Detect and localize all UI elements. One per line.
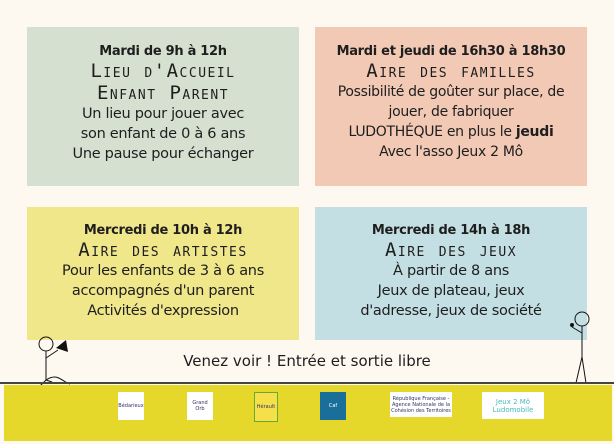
logo-anct: République Française - Agence Nationale de la Cohésion des Territoires <box>390 392 452 417</box>
box-lieu-accueil <box>27 27 299 186</box>
line: Activités d'expression <box>87 303 239 319</box>
schedule: Mercredi de 10h à 12h <box>83 223 243 238</box>
title: Enfant Parent <box>96 82 230 104</box>
line: d'adresse, jeux de société <box>360 303 542 319</box>
ground-line <box>0 382 614 384</box>
line: À partir de 8 ans <box>393 263 509 279</box>
line: Pour les enfants de 3 à 6 ans <box>62 263 264 279</box>
tagline: Venez voir ! Entrée et sortie libre <box>183 352 431 370</box>
schedule: Mardi de 9h à 12h <box>99 44 227 59</box>
title: Aire des jeux <box>384 239 518 261</box>
logo-grand-orb: Grand Orb <box>187 392 213 420</box>
logo-jeux2mo: Jeux 2 Mô Ludomobile <box>482 392 544 419</box>
line: Jeux de plateau, jeux <box>377 283 525 299</box>
line: son enfant de 0 à 6 ans <box>80 126 246 142</box>
ludo-day: jeudi <box>515 124 554 140</box>
line <box>315 122 587 142</box>
box-aire-familles <box>315 27 587 186</box>
line: Possibilité de goûter sur place, de <box>337 84 565 100</box>
stick-figure-microphone-icon <box>560 305 600 385</box>
title: Aire des familles <box>366 60 536 82</box>
logo-caf: Caf <box>320 392 346 420</box>
line: accompagnés d'un parent <box>71 283 255 299</box>
title: Aire des artistes <box>78 239 248 261</box>
line: Avec l'asso Jeux 2 Mô <box>379 144 523 160</box>
ludo-text: LUDOTHÉQUE en plus le <box>348 124 516 140</box>
schedule: Mardi et jeudi de 16h30 à 18h30 <box>336 44 566 59</box>
line: Un lieu pour jouer avec <box>81 106 245 122</box>
box-aire-jeux <box>315 207 587 340</box>
title: Lieu d'Accueil <box>90 60 236 82</box>
box-aire-artistes <box>27 207 299 340</box>
logo-herault: Hérault <box>254 392 278 422</box>
schedule: Mercredi de 14h à 18h <box>371 223 531 238</box>
logo-bedarieux: Bédarieux <box>118 392 144 420</box>
line: jouer, de fabriquer <box>388 104 514 120</box>
line: Une pause pour échanger <box>72 146 254 162</box>
